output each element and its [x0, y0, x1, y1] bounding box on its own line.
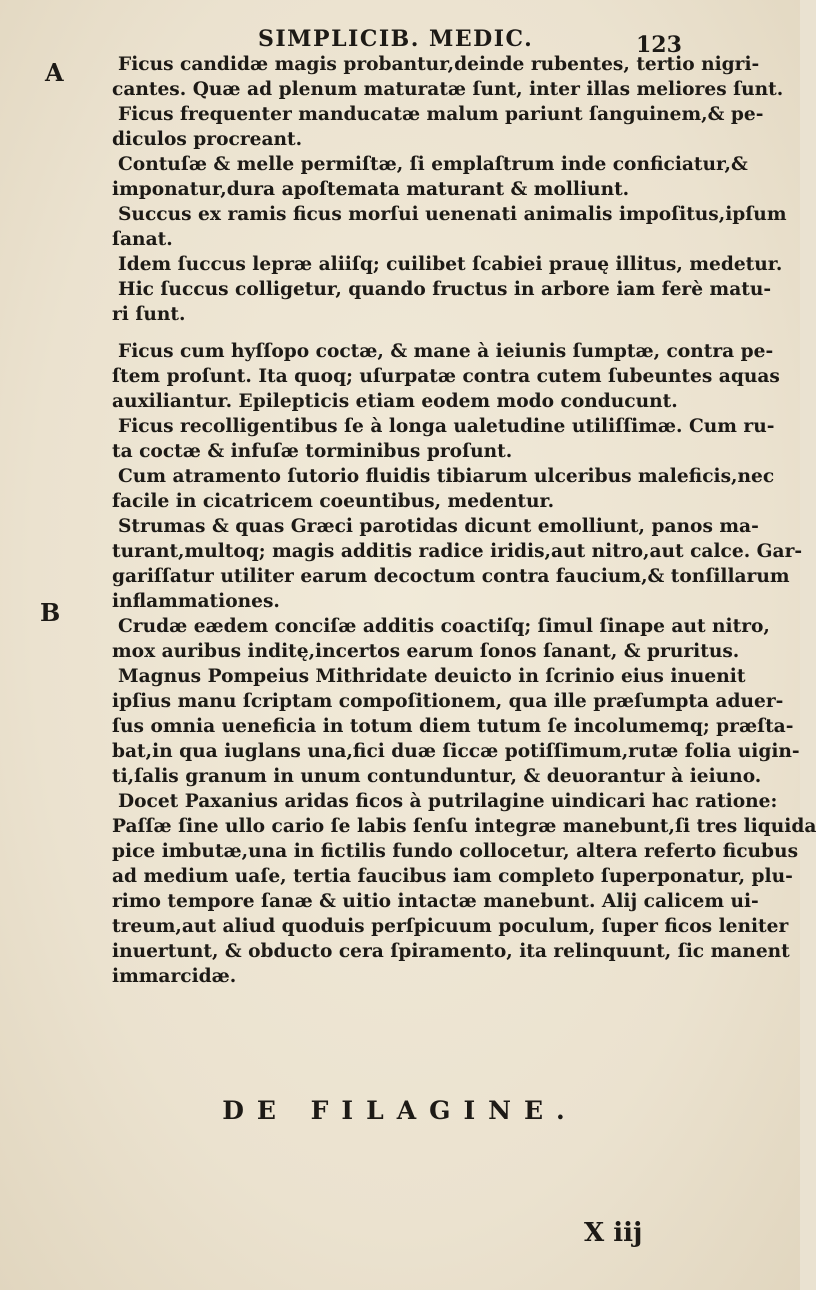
text-line: gariſſatur utiliter earum decoctum contra faucium,& tonſillarum [112, 566, 790, 587]
signature-mark: X iij [584, 1218, 643, 1248]
paragraph [112, 202, 787, 252]
text-line: Succus ex ramis ficus morſui uenenati animalis impoſitus,ipſum [118, 204, 787, 225]
text-line: inflammationes. [112, 591, 280, 612]
text-line: inuertunt, & obducto cera ſpiramento, ita relinquunt, ſic manent [112, 941, 790, 962]
text-line: Crudæ eædem conciſæ additis coactiſq; ſimul ſinape aut nitro, [118, 616, 770, 637]
text-line: Ficus cum hyſſopo coctæ, & mane à ieiunis ſumptæ, contra pe- [118, 341, 774, 362]
text-line: ri ſunt. [112, 304, 186, 325]
text-line: immarcidæ. [112, 966, 237, 987]
text-line: auxiliantur. Epilepticis etiam eodem modo conducunt. [112, 391, 678, 412]
text-line: Ficus candidæ magis probantur,deinde rubentes, tertio nigri- [118, 54, 760, 75]
text-line: treum,aut aliud quoduis perſpicuum poculum, ſuper ficos leniter [112, 916, 789, 937]
text-line: Ficus frequenter manducatæ malum pariunt ſanguinem,& pe- [118, 104, 764, 125]
text-line: facile in cicatricem coeuntibus, medentur. [112, 491, 555, 512]
paragraph [112, 339, 780, 414]
paragraph [112, 614, 770, 664]
text-line: Hic ſuccus colligetur, quando fructus in arbore iam ferè matu- [118, 279, 772, 300]
paragraph [112, 252, 783, 277]
paragraph-gap [112, 327, 704, 339]
paragraph [112, 414, 775, 464]
text-line: cantes. Quæ ad plenum maturatæ ſunt, inter illas meliores ſunt. [112, 79, 784, 100]
paragraph [112, 52, 784, 102]
text-line: ſus omnia ueneficia in totum diem tutum ſe incolumemq; præſta- [112, 716, 794, 737]
text-line: ti,ſalis granum in unum contunduntur, & deuorantur à ieiuno. [112, 766, 762, 787]
paragraph [112, 102, 764, 152]
text-line: turant,multoq; magis additis radice iridis,aut nitro,aut calce. Gar- [112, 541, 803, 562]
text-line: Cum atramento ſutorio fluidis tibiarum ulceribus maleficis,nec [118, 466, 775, 487]
text-line: diculos procreant. [112, 129, 303, 150]
text-line: Docet Paxanius aridas ficos à putrilagine uindicari hac ratione: [118, 791, 778, 812]
text-line: pice imbutæ,una in fictilis fundo collocetur, altera referto ficubus [112, 841, 799, 862]
text-line: Paſſæ ſine ullo cario ſe labis ſenſu integræ manebunt,ſi tres liquida [112, 816, 816, 837]
paragraph [112, 514, 803, 614]
text-line: Contuſæ & melle permiſtæ, ſi emplaſtrum inde conficiatur,& [118, 154, 748, 175]
paragraph [112, 664, 800, 789]
margin-letter-a: A [45, 58, 64, 87]
paragraph [112, 152, 748, 202]
page-number: 123 [636, 32, 682, 58]
text-line: rimo tempore ſanæ & uitio intactæ manebunt. Alij calicem ui- [112, 891, 759, 912]
text-line: Strumas & quas Græci parotidas dicunt emolliunt, panos ma- [118, 516, 759, 537]
text-line: Magnus Pompeius Mithridate deuicto in ſcrinio eius inuenit [118, 666, 746, 687]
text-line: ipſius manu ſcriptam compoſitionem, qua ille præſumpta aduer- [112, 691, 784, 712]
text-line: ta coctæ & infuſæ torminibus proſunt. [112, 441, 513, 462]
margin-letter-b: B [40, 598, 61, 627]
text-line: ad medium uaſe, tertia faucibus iam completo ſuperponatur, plu- [112, 866, 793, 887]
section-title: DE FILAGINE. [222, 1096, 578, 1125]
text-line: Idem ſuccus lepræ aliiſq; cuilibet ſcabiei prauę illitus, medetur. [118, 254, 783, 275]
text-line: bat,in qua iuglans una,fici duæ ſiccæ potiſſimum,rutæ folia uigin- [112, 741, 800, 762]
text-line: mox auribus inditę,incertos earum ſonos ſanant, & pruritus. [112, 641, 740, 662]
text-line: ſanat. [112, 229, 173, 250]
paragraph [112, 277, 772, 327]
paragraph [112, 789, 816, 989]
body-text [112, 52, 816, 989]
running-head-title: SIMPLICIB. MEDIC. [258, 26, 534, 52]
text-line: ſtem proſunt. Ita quoq; uſurpatæ contra cutem ſubeuntes aquas [112, 366, 780, 387]
paragraph [112, 464, 775, 514]
text-line: Ficus recolligentibus ſe à longa ualetudine utiliſſimæ. Cum ru- [118, 416, 775, 437]
text-line: imponatur,dura apoſtemata maturant & molliunt. [112, 179, 630, 200]
